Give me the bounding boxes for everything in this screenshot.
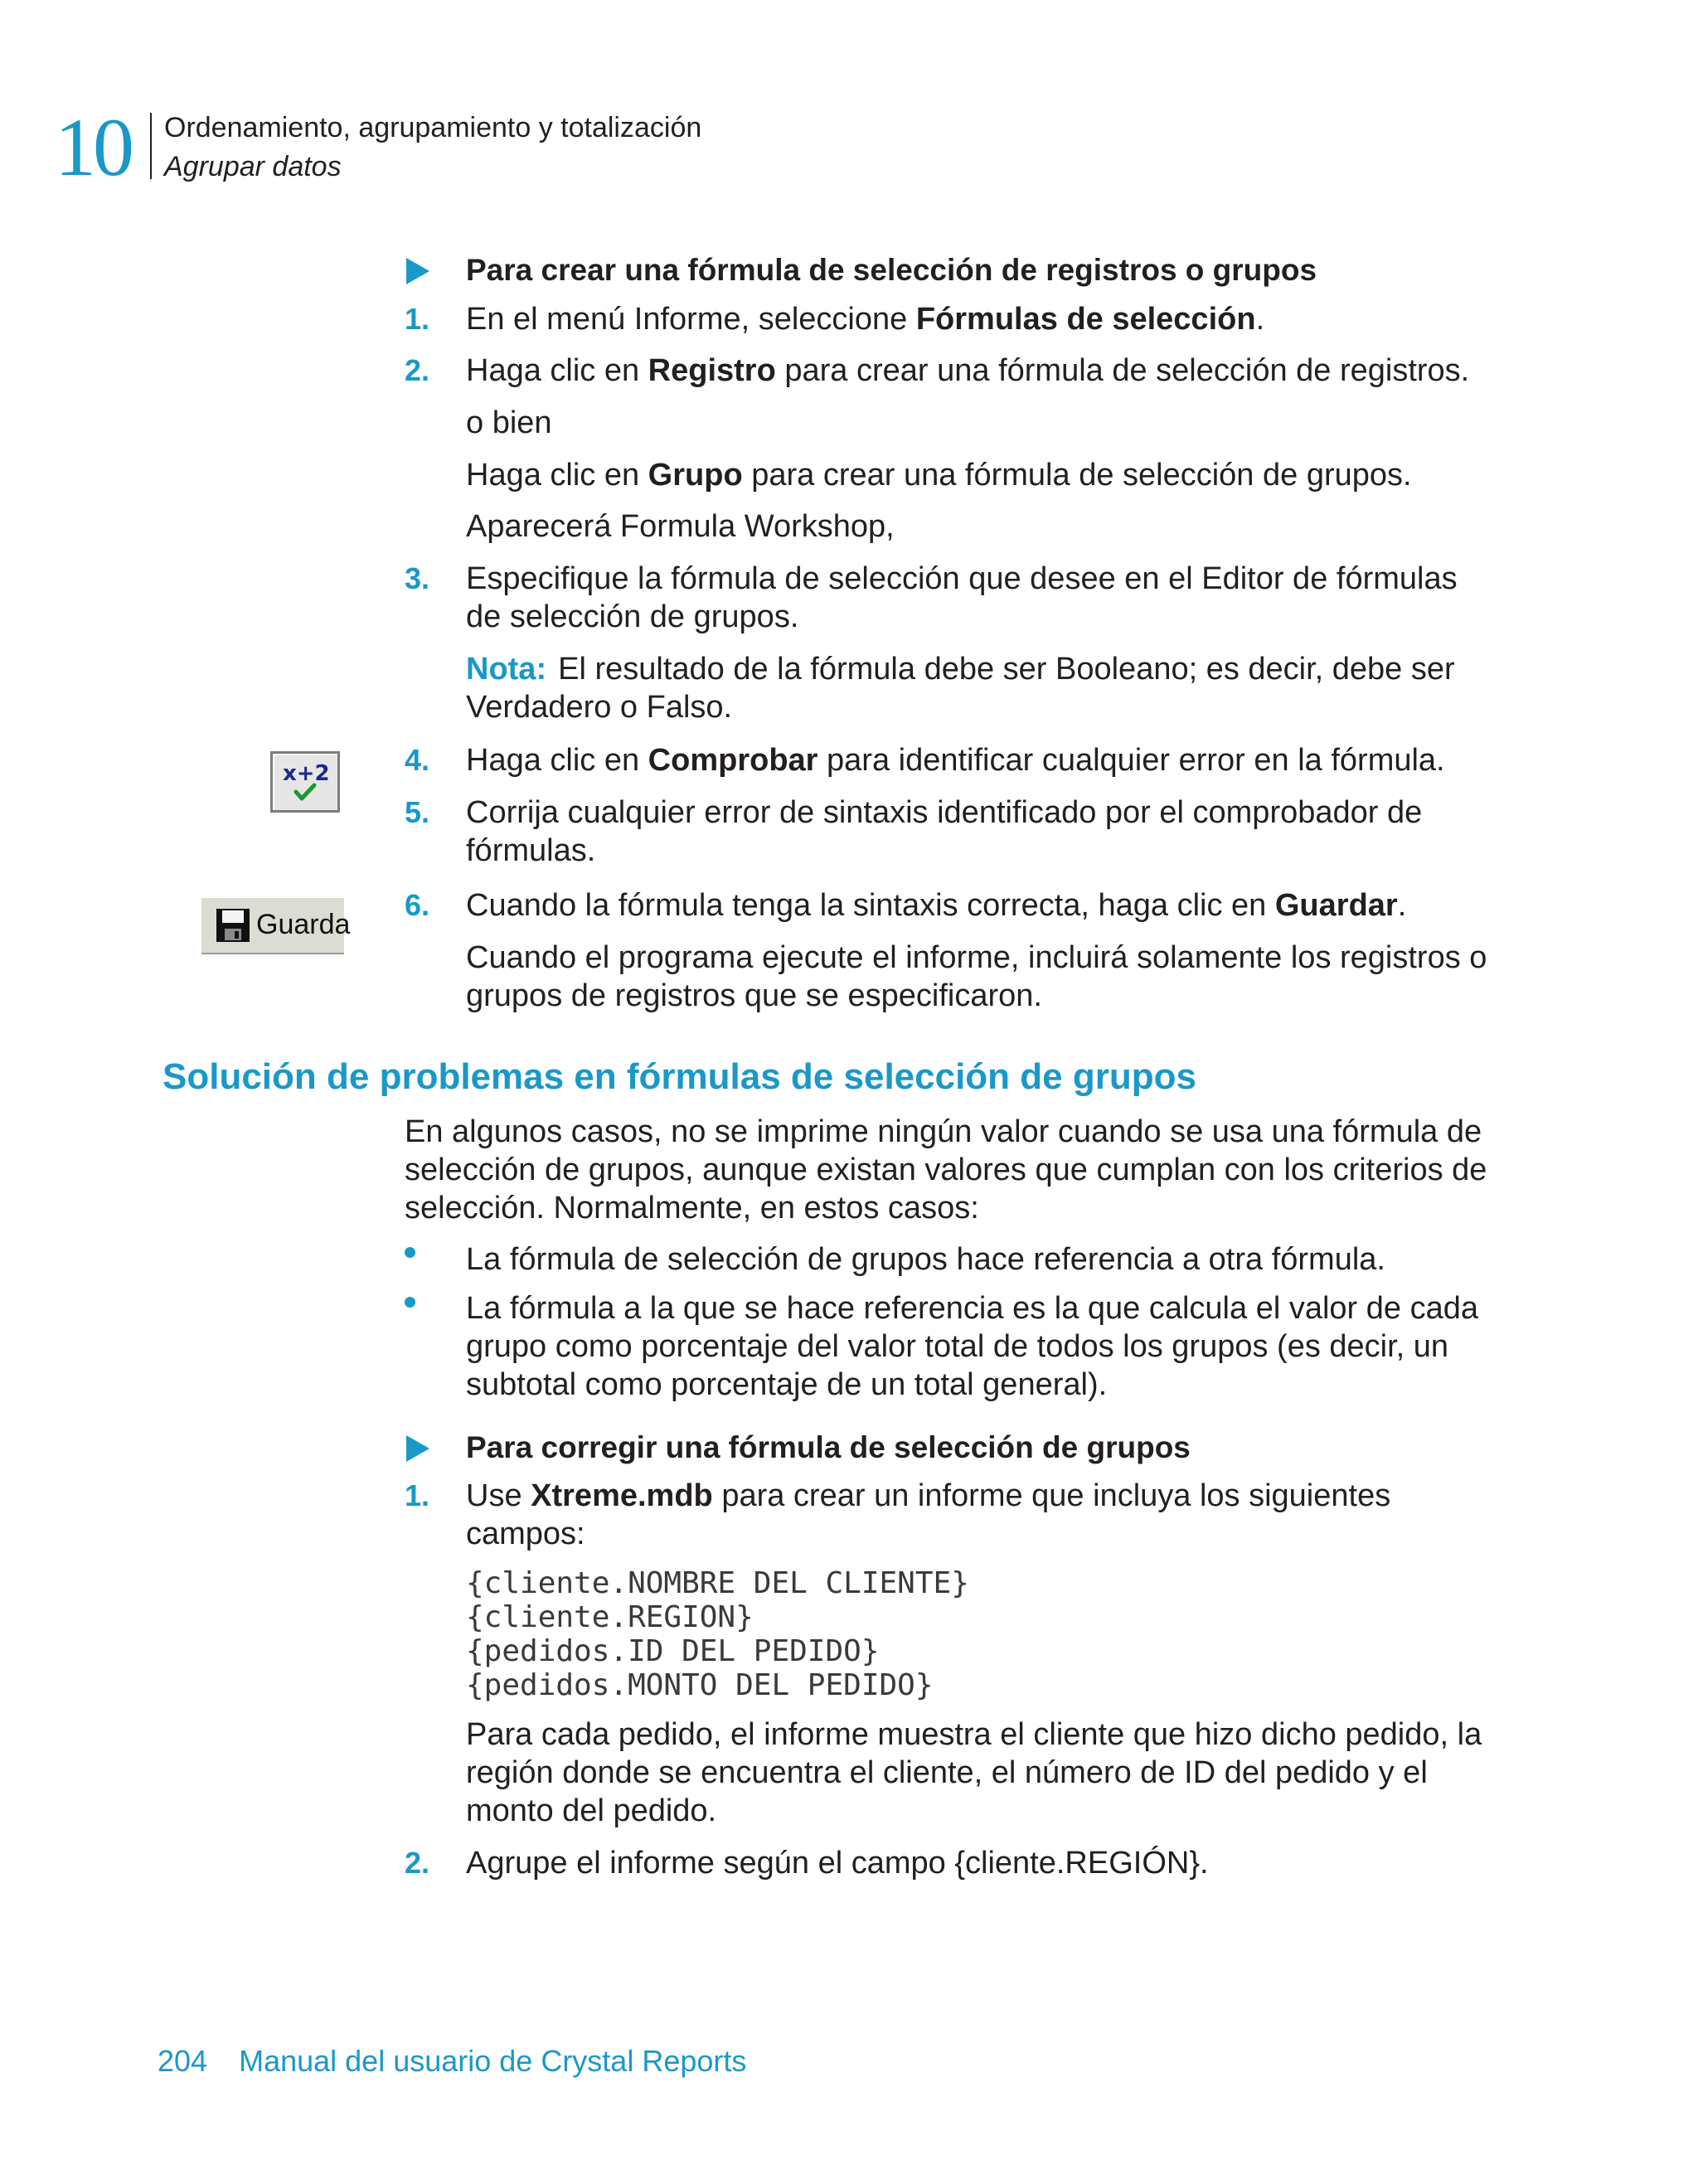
procedure-title: Para corregir una fórmula de selección de grupos [466, 1430, 1191, 1464]
bullet-icon [405, 1297, 415, 1308]
chapter-number: 10 [55, 101, 131, 193]
floppy-disk-icon [215, 907, 251, 944]
step-text: Cuando la fórmula tenga la sintaxis correcta, haga clic en Guardar. [466, 888, 1407, 923]
save-button-label: Guarda [256, 909, 351, 940]
step-number: 6. [405, 888, 430, 922]
step-text: En el menú Informe, seleccione Fórmulas de selección. [466, 302, 1265, 337]
step-text: Corrija cualquier error de sintaxis identificado por el comprobador de fórmulas. [466, 795, 1423, 868]
step-text: Agrupe el informe según el campo {cliente.REGIÓN}. [466, 1846, 1209, 1881]
procedure-arrow-icon [406, 258, 429, 284]
step-text: Use Xtreme.mdb para crear un informe que incluya los siguientes campos: [466, 1478, 1391, 1551]
note [466, 650, 1502, 726]
page-footer [158, 2043, 746, 2080]
check-formula-icon [270, 751, 340, 813]
chapter-title: Ordenamiento, agrupamiento y totalización [164, 112, 702, 143]
svg-text:x+2: x+2 [283, 761, 330, 786]
step-text: Haga clic en Comprobar para identificar cualquier error en la fórmula. [466, 743, 1445, 778]
book-title: Manual del usuario de Crystal Reports [239, 2044, 747, 2078]
code-block [466, 1566, 969, 1702]
procedure-arrow-icon [406, 1435, 429, 1462]
save-button-image [201, 898, 351, 954]
step-result-text: Cuando el programa ejecute el informe, incluirá solamente los registros o grupos de registros que se especificaron. [466, 940, 1487, 1013]
page-number: 204 [158, 2044, 208, 2078]
step-text: Haga clic en Registro para crear una fórmula de selección de registros. [466, 353, 1470, 388]
step-number: 5. [405, 795, 430, 829]
bullet-text: La fórmula de selección de grupos hace referencia a otra fórmula. [466, 1242, 1385, 1277]
step-text: Especifique la fórmula de selección que desee en el Editor de fórmulas de selección de grupos. [466, 561, 1458, 634]
step-alt-text: Haga clic en Grupo para crear una fórmula de selección de grupos. [466, 458, 1412, 493]
step-number: 1. [405, 302, 430, 336]
code-line: {cliente.REGION} [466, 1600, 754, 1634]
bullet-icon [405, 1247, 415, 1258]
step-number: 2. [405, 1846, 430, 1880]
step-or-text: o bien [466, 405, 552, 440]
note-text: El resultado de la fórmula debe ser Booleano; es decir, debe ser Verdadero o Falso. [466, 652, 1455, 725]
header-divider [150, 113, 152, 179]
note-label: Nota: [466, 652, 547, 687]
step-number: 1. [405, 1478, 430, 1512]
step-number: 4. [405, 743, 430, 777]
code-line: {pedidos.MONTO DEL PEDIDO} [466, 1668, 934, 1702]
section-title: Agrupar datos [164, 151, 342, 182]
section-heading: Solución de problemas en fórmulas de selección de grupos [163, 1056, 1196, 1097]
step-result-text: Para cada pedido, el informe muestra el cliente que hizo dicho pedido, la región donde se encuentra el cliente, el número de ID del pedido y el monto del pedido. [466, 1717, 1482, 1828]
step-number: 2. [405, 353, 430, 387]
step-number: 3. [405, 561, 430, 595]
code-line: {pedidos.ID DEL PEDIDO} [466, 1634, 880, 1668]
procedure-title: Para crear una fórmula de selección de registros o grupos [466, 253, 1317, 287]
code-line: {cliente.NOMBRE DEL CLIENTE} [466, 1566, 969, 1600]
bullet-text: La fórmula a la que se hace referencia es la que calcula el valor de cada grupo como porcentaje del valor total de todos los grupos (es decir, un subtotal como porcentaje de un total general). [466, 1291, 1478, 1402]
step-result-text: Aparecerá Formula Workshop, [466, 509, 895, 544]
intro-paragraph: En algunos casos, no se imprime ningún valor cuando se usa una fórmula de selección de grupos, aunque existan valores que cumplan con los criterios de selección. Normalmente, en estos casos: [405, 1114, 1487, 1225]
